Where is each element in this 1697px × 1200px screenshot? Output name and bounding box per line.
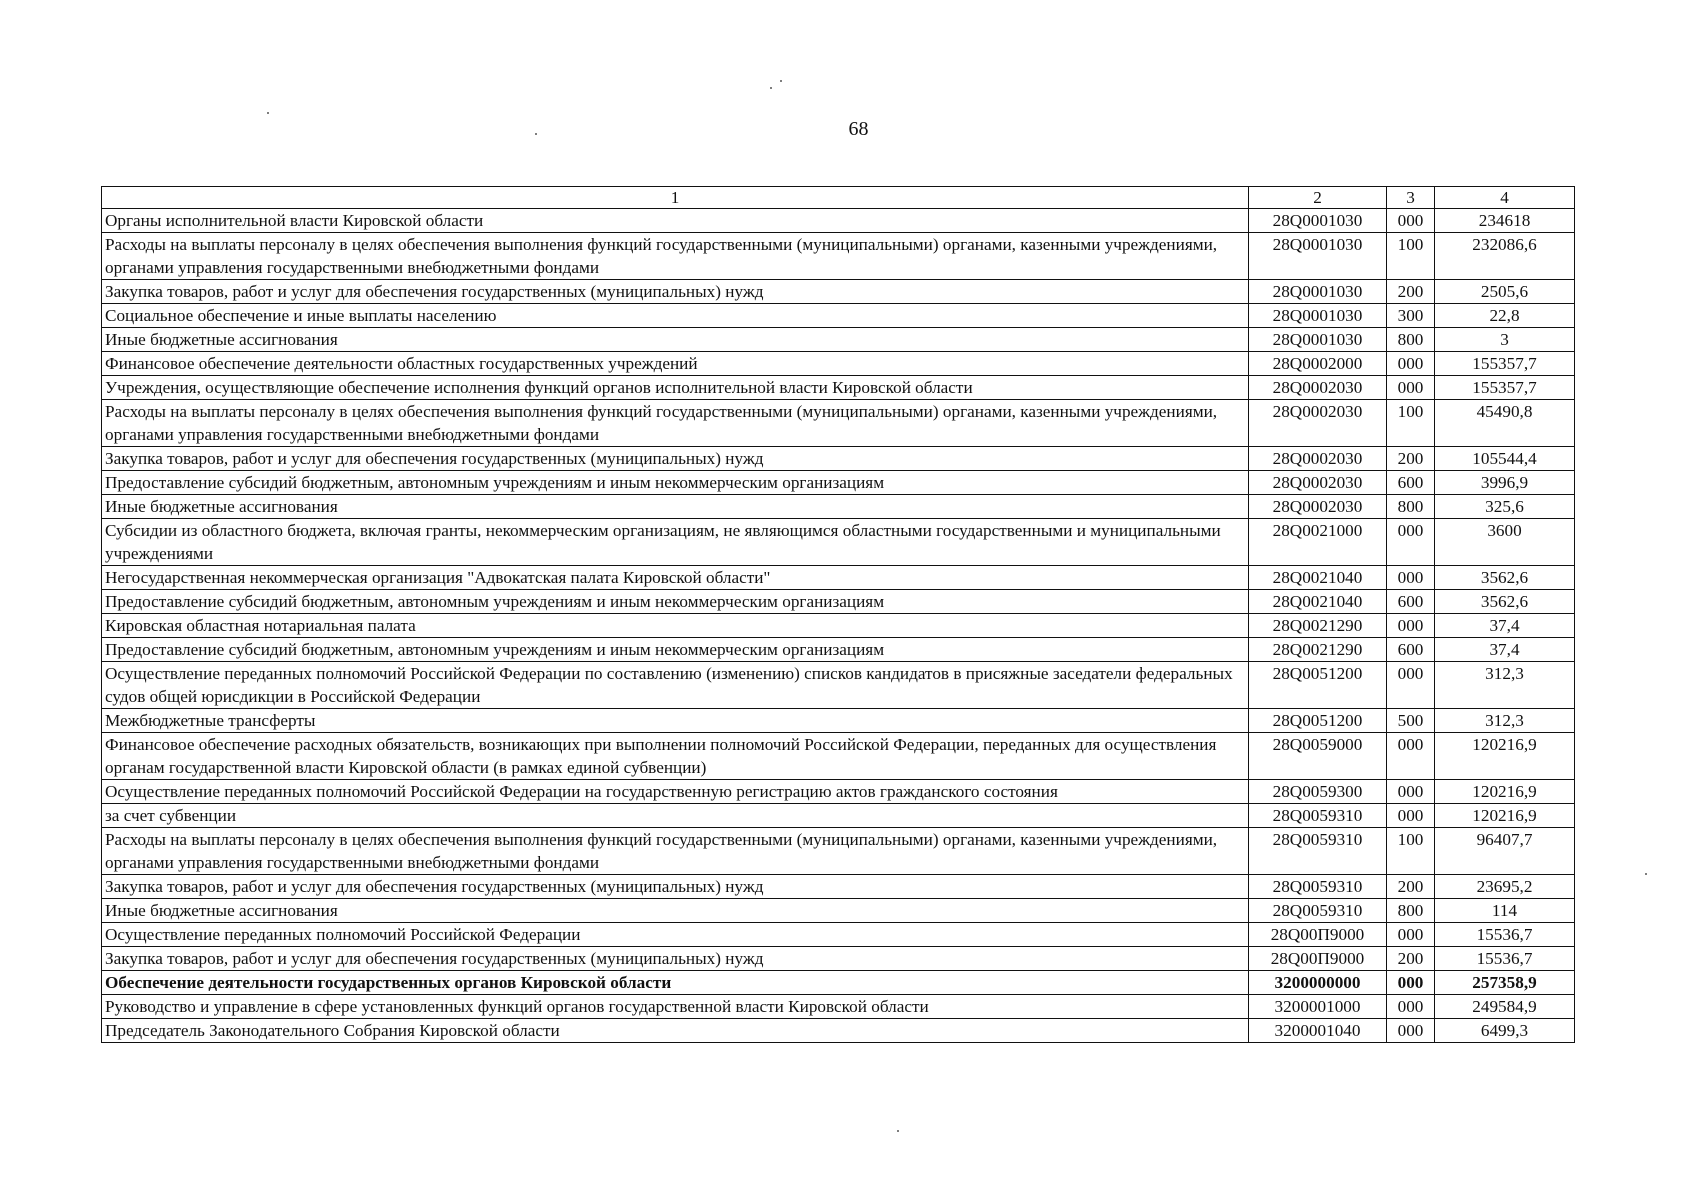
cell-sum: 257358,9	[1435, 971, 1575, 995]
cell-type: 000	[1387, 804, 1435, 828]
cell-name: Иные бюджетные ассигнования	[102, 495, 1249, 519]
cell-name: Иные бюджетные ассигнования	[102, 899, 1249, 923]
cell-sum: 155357,7	[1435, 352, 1575, 376]
cell-name: Субсидии из областного бюджета, включая гранты, некоммерческим организациям, не являющимся областными государственными и муниципальными учреждениями	[102, 519, 1249, 566]
cell-name: Негосударственная некоммерческая организация "Адвокатская палата Кировской области"	[102, 566, 1249, 590]
table-row	[102, 566, 1575, 590]
cell-name: за счет субвенции	[102, 804, 1249, 828]
cell-type: 000	[1387, 923, 1435, 947]
cell-type: 200	[1387, 875, 1435, 899]
cell-sum: 3	[1435, 328, 1575, 352]
cell-code: 28Q0059310	[1249, 875, 1387, 899]
cell-name: Руководство и управление в сфере установленных функций органов государственной власти Кировской области	[102, 995, 1249, 1019]
cell-type: 200	[1387, 447, 1435, 471]
cell-code: 28Q0021000	[1249, 519, 1387, 566]
scan-speck	[267, 112, 269, 114]
table-row	[102, 304, 1575, 328]
cell-type: 800	[1387, 495, 1435, 519]
cell-sum: 23695,2	[1435, 875, 1575, 899]
cell-name: Расходы на выплаты персоналу в целях обеспечения выполнения функций государственными (муниципальными) органами, казенными учреждениями, органами управления государственными внебюджетными фондами	[102, 400, 1249, 447]
cell-code: 28Q0001030	[1249, 233, 1387, 280]
cell-code: 28Q0059300	[1249, 780, 1387, 804]
cell-name: Социальное обеспечение и иные выплаты населению	[102, 304, 1249, 328]
cell-code: 28Q0051200	[1249, 709, 1387, 733]
cell-sum: 232086,6	[1435, 233, 1575, 280]
cell-name: Закупка товаров, работ и услуг для обеспечения государственных (муниципальных) нужд	[102, 447, 1249, 471]
cell-code: 28Q0059000	[1249, 733, 1387, 780]
cell-name: Органы исполнительной власти Кировской области	[102, 209, 1249, 233]
cell-code: 28Q0001030	[1249, 280, 1387, 304]
table-row	[102, 828, 1575, 875]
cell-sum: 120216,9	[1435, 733, 1575, 780]
cell-type: 000	[1387, 995, 1435, 1019]
cell-type: 000	[1387, 1019, 1435, 1043]
cell-name: Финансовое обеспечение расходных обязательств, возникающих при выполнении полномочий Российской Федерации, переданных для осуществления органам государственной власти Кировской области (в рамках единой субвенции)	[102, 733, 1249, 780]
column-header-code: 2	[1249, 187, 1387, 209]
table-row	[102, 875, 1575, 899]
cell-sum: 15536,7	[1435, 947, 1575, 971]
scan-speck	[770, 87, 772, 89]
scan-speck	[1645, 873, 1647, 875]
cell-type: 200	[1387, 280, 1435, 304]
cell-code: 28Q0021040	[1249, 566, 1387, 590]
cell-type: 000	[1387, 352, 1435, 376]
table-row	[102, 638, 1575, 662]
cell-name: Осуществление переданных полномочий Российской Федерации по составлению (изменению) списков кандидатов в присяжные заседатели федеральных судов общей юрисдикции в Российской Федерации	[102, 662, 1249, 709]
table-row	[102, 733, 1575, 780]
cell-code: 3200001040	[1249, 1019, 1387, 1043]
cell-type: 200	[1387, 947, 1435, 971]
cell-type: 600	[1387, 638, 1435, 662]
cell-type: 600	[1387, 471, 1435, 495]
table-row	[102, 971, 1575, 995]
cell-name: Предоставление субсидий бюджетным, автономным учреждениям и иным некоммерческим организациям	[102, 471, 1249, 495]
table-row	[102, 471, 1575, 495]
cell-type: 800	[1387, 328, 1435, 352]
cell-code: 28Q0021290	[1249, 638, 1387, 662]
cell-code: 28Q0002030	[1249, 471, 1387, 495]
cell-name: Обеспечение деятельности государственных органов Кировской области	[102, 971, 1249, 995]
cell-code: 28Q0001030	[1249, 304, 1387, 328]
table-row	[102, 352, 1575, 376]
cell-sum: 120216,9	[1435, 804, 1575, 828]
cell-sum: 96407,7	[1435, 828, 1575, 875]
cell-code: 28Q00П9000	[1249, 923, 1387, 947]
table-row	[102, 233, 1575, 280]
cell-name: Финансовое обеспечение деятельности областных государственных учреждений	[102, 352, 1249, 376]
cell-type: 000	[1387, 519, 1435, 566]
cell-name: Расходы на выплаты персоналу в целях обеспечения выполнения функций государственными (муниципальными) органами, казенными учреждениями, органами управления государственными внебюджетными фондами	[102, 233, 1249, 280]
page-number: 68	[848, 118, 869, 140]
cell-type: 100	[1387, 828, 1435, 875]
cell-sum: 325,6	[1435, 495, 1575, 519]
cell-sum: 249584,9	[1435, 995, 1575, 1019]
cell-name: Осуществление переданных полномочий Российской Федерации на государственную регистрацию актов гражданского состояния	[102, 780, 1249, 804]
cell-sum: 114	[1435, 899, 1575, 923]
cell-sum: 312,3	[1435, 709, 1575, 733]
cell-type: 000	[1387, 733, 1435, 780]
cell-sum: 3996,9	[1435, 471, 1575, 495]
cell-code: 28Q0001030	[1249, 209, 1387, 233]
table-row	[102, 923, 1575, 947]
cell-type: 000	[1387, 566, 1435, 590]
cell-name: Закупка товаров, работ и услуг для обеспечения государственных (муниципальных) нужд	[102, 280, 1249, 304]
column-header-type: 3	[1387, 187, 1435, 209]
table-row	[102, 614, 1575, 638]
cell-type: 000	[1387, 780, 1435, 804]
cell-sum: 120216,9	[1435, 780, 1575, 804]
cell-code: 3200001000	[1249, 995, 1387, 1019]
cell-sum: 105544,4	[1435, 447, 1575, 471]
column-header-sum: 4	[1435, 187, 1575, 209]
table-row	[102, 328, 1575, 352]
cell-code: 28Q0059310	[1249, 899, 1387, 923]
cell-name: Межбюджетные трансферты	[102, 709, 1249, 733]
cell-name: Учреждения, осуществляющие обеспечение исполнения функций органов исполнительной власти Кировской области	[102, 376, 1249, 400]
table-row	[102, 804, 1575, 828]
cell-name: Кировская областная нотариальная палата	[102, 614, 1249, 638]
cell-sum: 45490,8	[1435, 400, 1575, 447]
table-row	[102, 519, 1575, 566]
table-row	[102, 400, 1575, 447]
cell-name: Предоставление субсидий бюджетным, автономным учреждениям и иным некоммерческим организациям	[102, 638, 1249, 662]
table-row	[102, 1019, 1575, 1043]
cell-name: Закупка товаров, работ и услуг для обеспечения государственных (муниципальных) нужд	[102, 947, 1249, 971]
cell-sum: 3600	[1435, 519, 1575, 566]
column-header-name: 1	[102, 187, 1249, 209]
cell-type: 100	[1387, 400, 1435, 447]
table-row	[102, 209, 1575, 233]
cell-type: 800	[1387, 899, 1435, 923]
cell-sum: 2505,6	[1435, 280, 1575, 304]
cell-name: Предоставление субсидий бюджетным, автономным учреждениям и иным некоммерческим организациям	[102, 590, 1249, 614]
budget-table	[101, 186, 1575, 1043]
scan-speck	[535, 133, 537, 135]
cell-name: Иные бюджетные ассигнования	[102, 328, 1249, 352]
table-row	[102, 447, 1575, 471]
cell-name: Осуществление переданных полномочий Российской Федерации	[102, 923, 1249, 947]
table-row	[102, 376, 1575, 400]
table-row	[102, 947, 1575, 971]
table-row	[102, 780, 1575, 804]
cell-code: 28Q0059310	[1249, 828, 1387, 875]
cell-type: 000	[1387, 662, 1435, 709]
cell-sum: 37,4	[1435, 614, 1575, 638]
cell-code: 28Q0002030	[1249, 376, 1387, 400]
table-header-row	[102, 187, 1575, 209]
table-row	[102, 709, 1575, 733]
table-row	[102, 662, 1575, 709]
cell-type: 000	[1387, 376, 1435, 400]
cell-sum: 37,4	[1435, 638, 1575, 662]
cell-sum: 22,8	[1435, 304, 1575, 328]
cell-sum: 234618	[1435, 209, 1575, 233]
cell-sum: 3562,6	[1435, 566, 1575, 590]
cell-type: 500	[1387, 709, 1435, 733]
cell-code: 28Q0001030	[1249, 328, 1387, 352]
cell-name: Закупка товаров, работ и услуг для обеспечения государственных (муниципальных) нужд	[102, 875, 1249, 899]
cell-code: 28Q0021040	[1249, 590, 1387, 614]
cell-code: 28Q0002030	[1249, 400, 1387, 447]
table-row	[102, 495, 1575, 519]
cell-code: 28Q0051200	[1249, 662, 1387, 709]
cell-type: 300	[1387, 304, 1435, 328]
cell-code: 28Q0021290	[1249, 614, 1387, 638]
cell-sum: 6499,3	[1435, 1019, 1575, 1043]
cell-type: 100	[1387, 233, 1435, 280]
cell-sum: 3562,6	[1435, 590, 1575, 614]
cell-sum: 155357,7	[1435, 376, 1575, 400]
cell-sum: 312,3	[1435, 662, 1575, 709]
cell-type: 600	[1387, 590, 1435, 614]
table-row	[102, 995, 1575, 1019]
table-row	[102, 280, 1575, 304]
cell-code: 3200000000	[1249, 971, 1387, 995]
cell-code: 28Q0002030	[1249, 447, 1387, 471]
scan-speck	[897, 1130, 899, 1132]
cell-sum: 15536,7	[1435, 923, 1575, 947]
cell-code: 28Q0059310	[1249, 804, 1387, 828]
table-body	[102, 209, 1575, 1043]
cell-code: 28Q00П9000	[1249, 947, 1387, 971]
table-row	[102, 590, 1575, 614]
cell-name: Расходы на выплаты персоналу в целях обеспечения выполнения функций государственными (муниципальными) органами, казенными учреждениями, органами управления государственными внебюджетными фондами	[102, 828, 1249, 875]
cell-code: 28Q0002030	[1249, 495, 1387, 519]
cell-name: Председатель Законодательного Собрания Кировской области	[102, 1019, 1249, 1043]
cell-type: 000	[1387, 209, 1435, 233]
cell-type: 000	[1387, 971, 1435, 995]
cell-type: 000	[1387, 614, 1435, 638]
scan-speck	[780, 80, 782, 82]
cell-code: 28Q0002000	[1249, 352, 1387, 376]
table-row	[102, 899, 1575, 923]
